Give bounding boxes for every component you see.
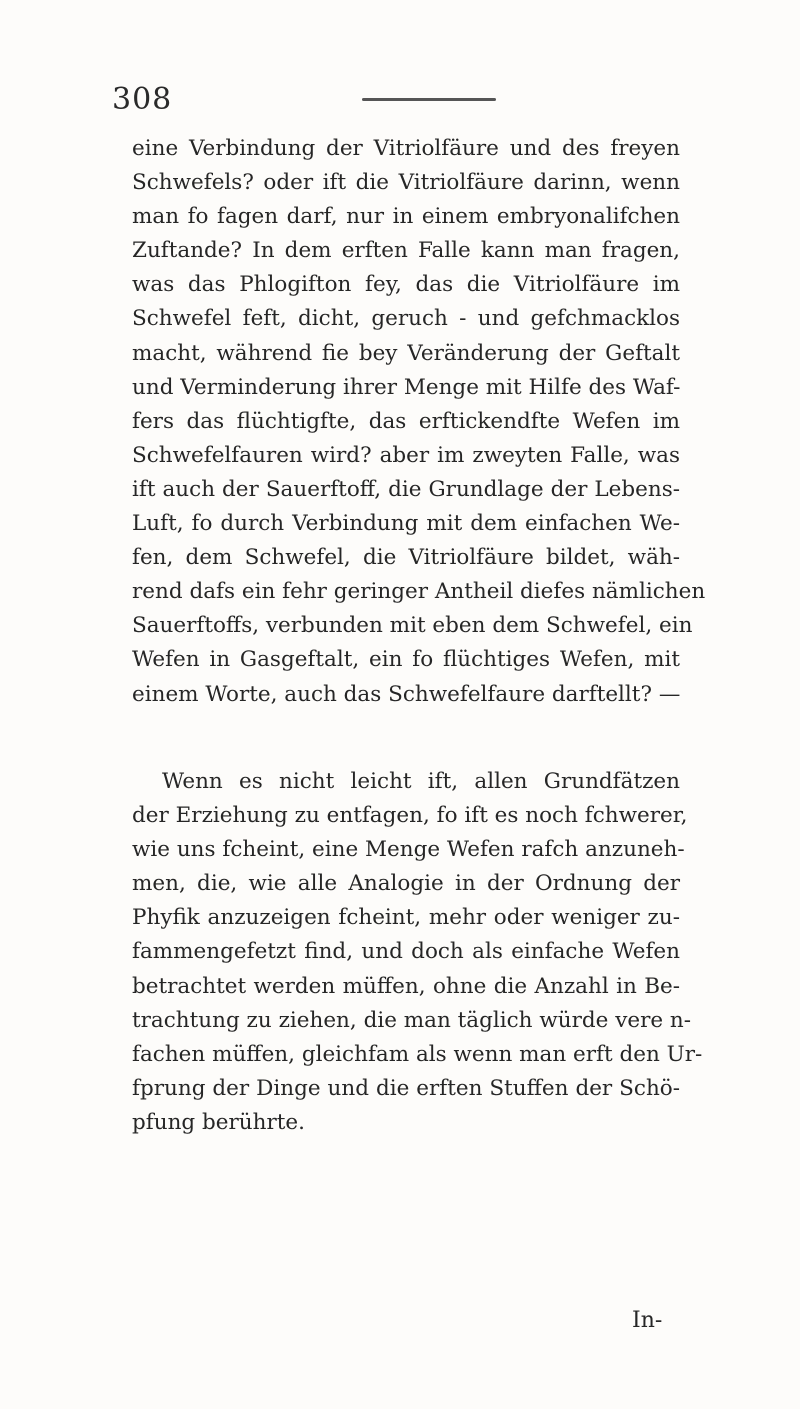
page-number: 308	[112, 82, 173, 117]
text-line: Zuftande? In dem erften Falle kann man fragen,	[132, 238, 680, 264]
text-line: fachen müffen, gleichfam als wenn man erft den Ur-	[132, 1041, 703, 1067]
text-line: Wefen in Gasgeftalt, ein fo flüchtiges Wefen, mit	[132, 647, 680, 673]
text-line: fprung der Dinge und die erften Stuffen der Schö-	[132, 1075, 680, 1101]
text-line: trachtung zu ziehen, die man täglich würde vere n-	[132, 1007, 692, 1033]
text-line: was das Phlogifton fey, das die Vitriolfäure im	[132, 272, 680, 298]
text-line: Schwefels? oder ift die Vitriolfäure darinn, wenn	[132, 170, 680, 196]
text-line: Sauerftoffs, verbunden mit eben dem Schwefel, ein	[132, 613, 693, 639]
text-line: betrachtet werden müffen, ohne die Anzahl in Be-	[132, 973, 680, 999]
text-line: man fo fagen darf, nur in einem embryonalifchen	[132, 204, 680, 230]
text-line: pfung berührte.	[132, 1109, 305, 1135]
text-line: und Verminderung ihrer Menge mit Hilfe des Waf-	[132, 374, 681, 400]
text-line: eine Verbindung der Vitriolfäure und des freyen	[132, 136, 680, 161]
paragraph-2	[132, 765, 703, 1140]
catchword: In-	[632, 1308, 663, 1333]
text-line: Phyfik anzuzeigen fcheint, mehr oder weniger zu-	[132, 905, 680, 931]
paragraph-1	[132, 132, 706, 712]
text-line: ift auch der Sauerftoff, die Grundlage der Lebens-	[132, 476, 680, 502]
text-line: Wenn es nicht leicht ift, allen Grundfätzen	[162, 769, 680, 794]
text-line: fen, dem Schwefel, die Vitriolfäure bildet, wäh-	[132, 545, 680, 571]
text-line: men, die, wie alle Analogie in der Ordnung der	[132, 871, 680, 897]
header-rule	[362, 98, 496, 101]
text-line: wie uns fcheint, eine Menge Wefen rafch anzuneh-	[132, 837, 685, 863]
text-line: Schwefelfauren wird? aber im zweyten Falle, was	[132, 442, 680, 468]
text-line: rend dafs ein fehr geringer Antheil diefes nämlichen	[132, 579, 706, 605]
text-line: Luft, fo durch Verbindung mit dem einfachen We-	[132, 511, 680, 537]
text-line: macht, während fie bey Veränderung der Geftalt	[132, 340, 680, 366]
text-line: Schwefel feft, dicht, geruch - und gefchmacklos	[132, 306, 680, 332]
text-line: der Erziehung zu entfagen, fo ift es noch fchwerer,	[132, 803, 688, 829]
text-line: einem Worte, auch das Schwefelfaure darftellt? —	[132, 681, 681, 707]
text-line: fers das flüchtigfte, das erftickendfte Wefen im	[132, 408, 680, 434]
text-line: fammengefetzt find, und doch als einfache Wefen	[132, 939, 680, 965]
